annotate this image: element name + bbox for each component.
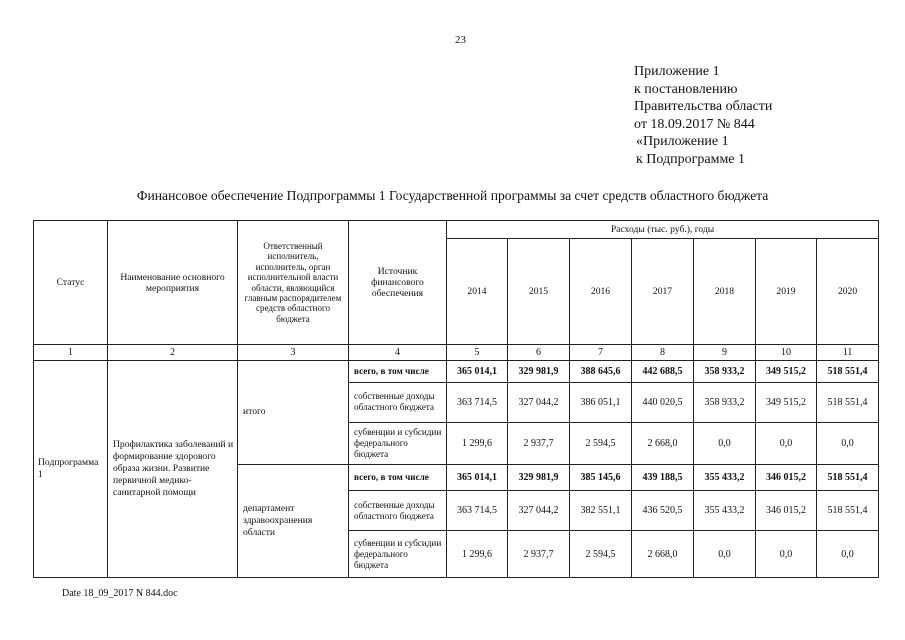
annex-line: к Подпрограмме 1 — [636, 151, 746, 167]
value-cell: 382 551,1 — [570, 491, 632, 531]
value-cell: 518 551,4 — [817, 491, 879, 531]
value-cell: 0,0 — [756, 422, 817, 464]
source-cell: собственные доходы областного бюджета — [349, 382, 447, 422]
column-numbers-row — [34, 345, 879, 361]
document-title: Финансовое обеспечение Подпрограммы 1 Государственной программы за счет средств областного бюджета — [136, 188, 769, 203]
value-cell: 327 044,2 — [508, 491, 570, 531]
value-cell: 388 645,6 — [570, 360, 632, 382]
header-status: Статус — [34, 221, 108, 345]
value-cell: 442 688,5 — [632, 360, 694, 382]
value-cell: 2 594,5 — [570, 422, 632, 464]
value-cell: 518 551,4 — [817, 382, 879, 422]
value-cell: 518 551,4 — [817, 464, 879, 491]
value-cell: 0,0 — [817, 422, 879, 464]
value-cell: 2 594,5 — [570, 531, 632, 578]
header-year: 2018 — [694, 238, 756, 344]
value-cell: 349 515,2 — [756, 382, 817, 422]
value-cell: 358 933,2 — [694, 382, 756, 422]
executor-cell: департамент здравоохранения области — [238, 464, 349, 577]
column-number: 7 — [570, 345, 632, 361]
column-number: 6 — [508, 345, 570, 361]
value-cell: 363 714,5 — [447, 382, 508, 422]
source-cell: всего, в том числе — [349, 464, 447, 491]
header-row — [34, 221, 879, 239]
column-number: 2 — [108, 345, 238, 361]
value-cell: 0,0 — [817, 531, 879, 578]
source-cell: всего, в том числе — [349, 360, 447, 382]
annex-line: от 18.09.2017 № 844 — [634, 116, 755, 132]
header-source: Источник финансового обеспечения — [349, 221, 447, 345]
header-measure: Наименование основного мероприятия — [108, 221, 238, 345]
value-cell: 355 433,2 — [694, 464, 756, 491]
column-number: 3 — [238, 345, 349, 361]
value-cell: 2 937,7 — [508, 422, 570, 464]
header-year: 2014 — [447, 238, 508, 344]
value-cell: 440 020,5 — [632, 382, 694, 422]
value-cell: 358 933,2 — [694, 360, 756, 382]
annex-line: Приложение 1 — [634, 64, 720, 79]
value-cell: 0,0 — [694, 531, 756, 578]
source-cell: субвенции и субсидии федерального бюджета — [349, 531, 447, 578]
measure-cell: Профилактика заболеваний и формирование здорового образа жизни. Развитие первичной медико-санитарной помощи — [108, 360, 238, 577]
column-number: 9 — [694, 345, 756, 361]
column-number: 1 — [34, 345, 108, 361]
page-number: 23 — [455, 34, 466, 46]
source-cell: субвенции и субсидии федерального бюджета — [349, 422, 447, 464]
value-cell: 1 299,6 — [447, 422, 508, 464]
value-cell: 329 981,9 — [508, 360, 570, 382]
header-executor: Ответственный исполнитель, исполнитель, орган исполнительной власти области, являющийся главным распорядителем средств областного бюджета — [238, 221, 349, 345]
executor-cell: итого — [238, 360, 349, 464]
annex-line: «Приложение 1 — [636, 134, 729, 149]
value-cell: 346 015,2 — [756, 464, 817, 491]
source-cell: собственные доходы областного бюджета — [349, 491, 447, 531]
column-number: 10 — [756, 345, 817, 361]
value-cell: 2 668,0 — [632, 531, 694, 578]
annex-line: к постановлению — [634, 81, 738, 97]
footer-filename: Date 18_09_2017 N 844.doc — [62, 588, 178, 599]
value-cell: 1 299,6 — [447, 531, 508, 578]
value-cell: 355 433,2 — [694, 491, 756, 531]
annex-block — [634, 63, 772, 168]
value-cell: 439 188,5 — [632, 464, 694, 491]
value-cell: 0,0 — [694, 422, 756, 464]
value-cell: 436 520,5 — [632, 491, 694, 531]
financing-table — [33, 220, 879, 578]
value-cell: 386 051,1 — [570, 382, 632, 422]
annex-line: Правительства области — [634, 99, 773, 114]
value-cell: 385 145,6 — [570, 464, 632, 491]
value-cell: 2 937,7 — [508, 531, 570, 578]
header-expenses: Расходы (тыс. руб.), годы — [447, 221, 879, 239]
header-year: 2016 — [570, 238, 632, 344]
column-number: 4 — [349, 345, 447, 361]
value-cell: 0,0 — [756, 531, 817, 578]
column-number: 8 — [632, 345, 694, 361]
value-cell: 327 044,2 — [508, 382, 570, 422]
value-cell: 365 014,1 — [447, 464, 508, 491]
column-number: 5 — [447, 345, 508, 361]
value-cell: 2 668,0 — [632, 422, 694, 464]
header-year: 2019 — [756, 238, 817, 344]
value-cell: 349 515,2 — [756, 360, 817, 382]
header-year: 2017 — [632, 238, 694, 344]
column-number: 11 — [817, 345, 879, 361]
value-cell: 346 015,2 — [756, 491, 817, 531]
value-cell: 329 981,9 — [508, 464, 570, 491]
table-row — [34, 360, 879, 382]
status-cell: Подпрограмма 1 — [34, 360, 108, 577]
header-year: 2015 — [508, 238, 570, 344]
value-cell: 363 714,5 — [447, 491, 508, 531]
value-cell: 518 551,4 — [817, 360, 879, 382]
header-year: 2020 — [817, 238, 879, 344]
value-cell: 365 014,1 — [447, 360, 508, 382]
